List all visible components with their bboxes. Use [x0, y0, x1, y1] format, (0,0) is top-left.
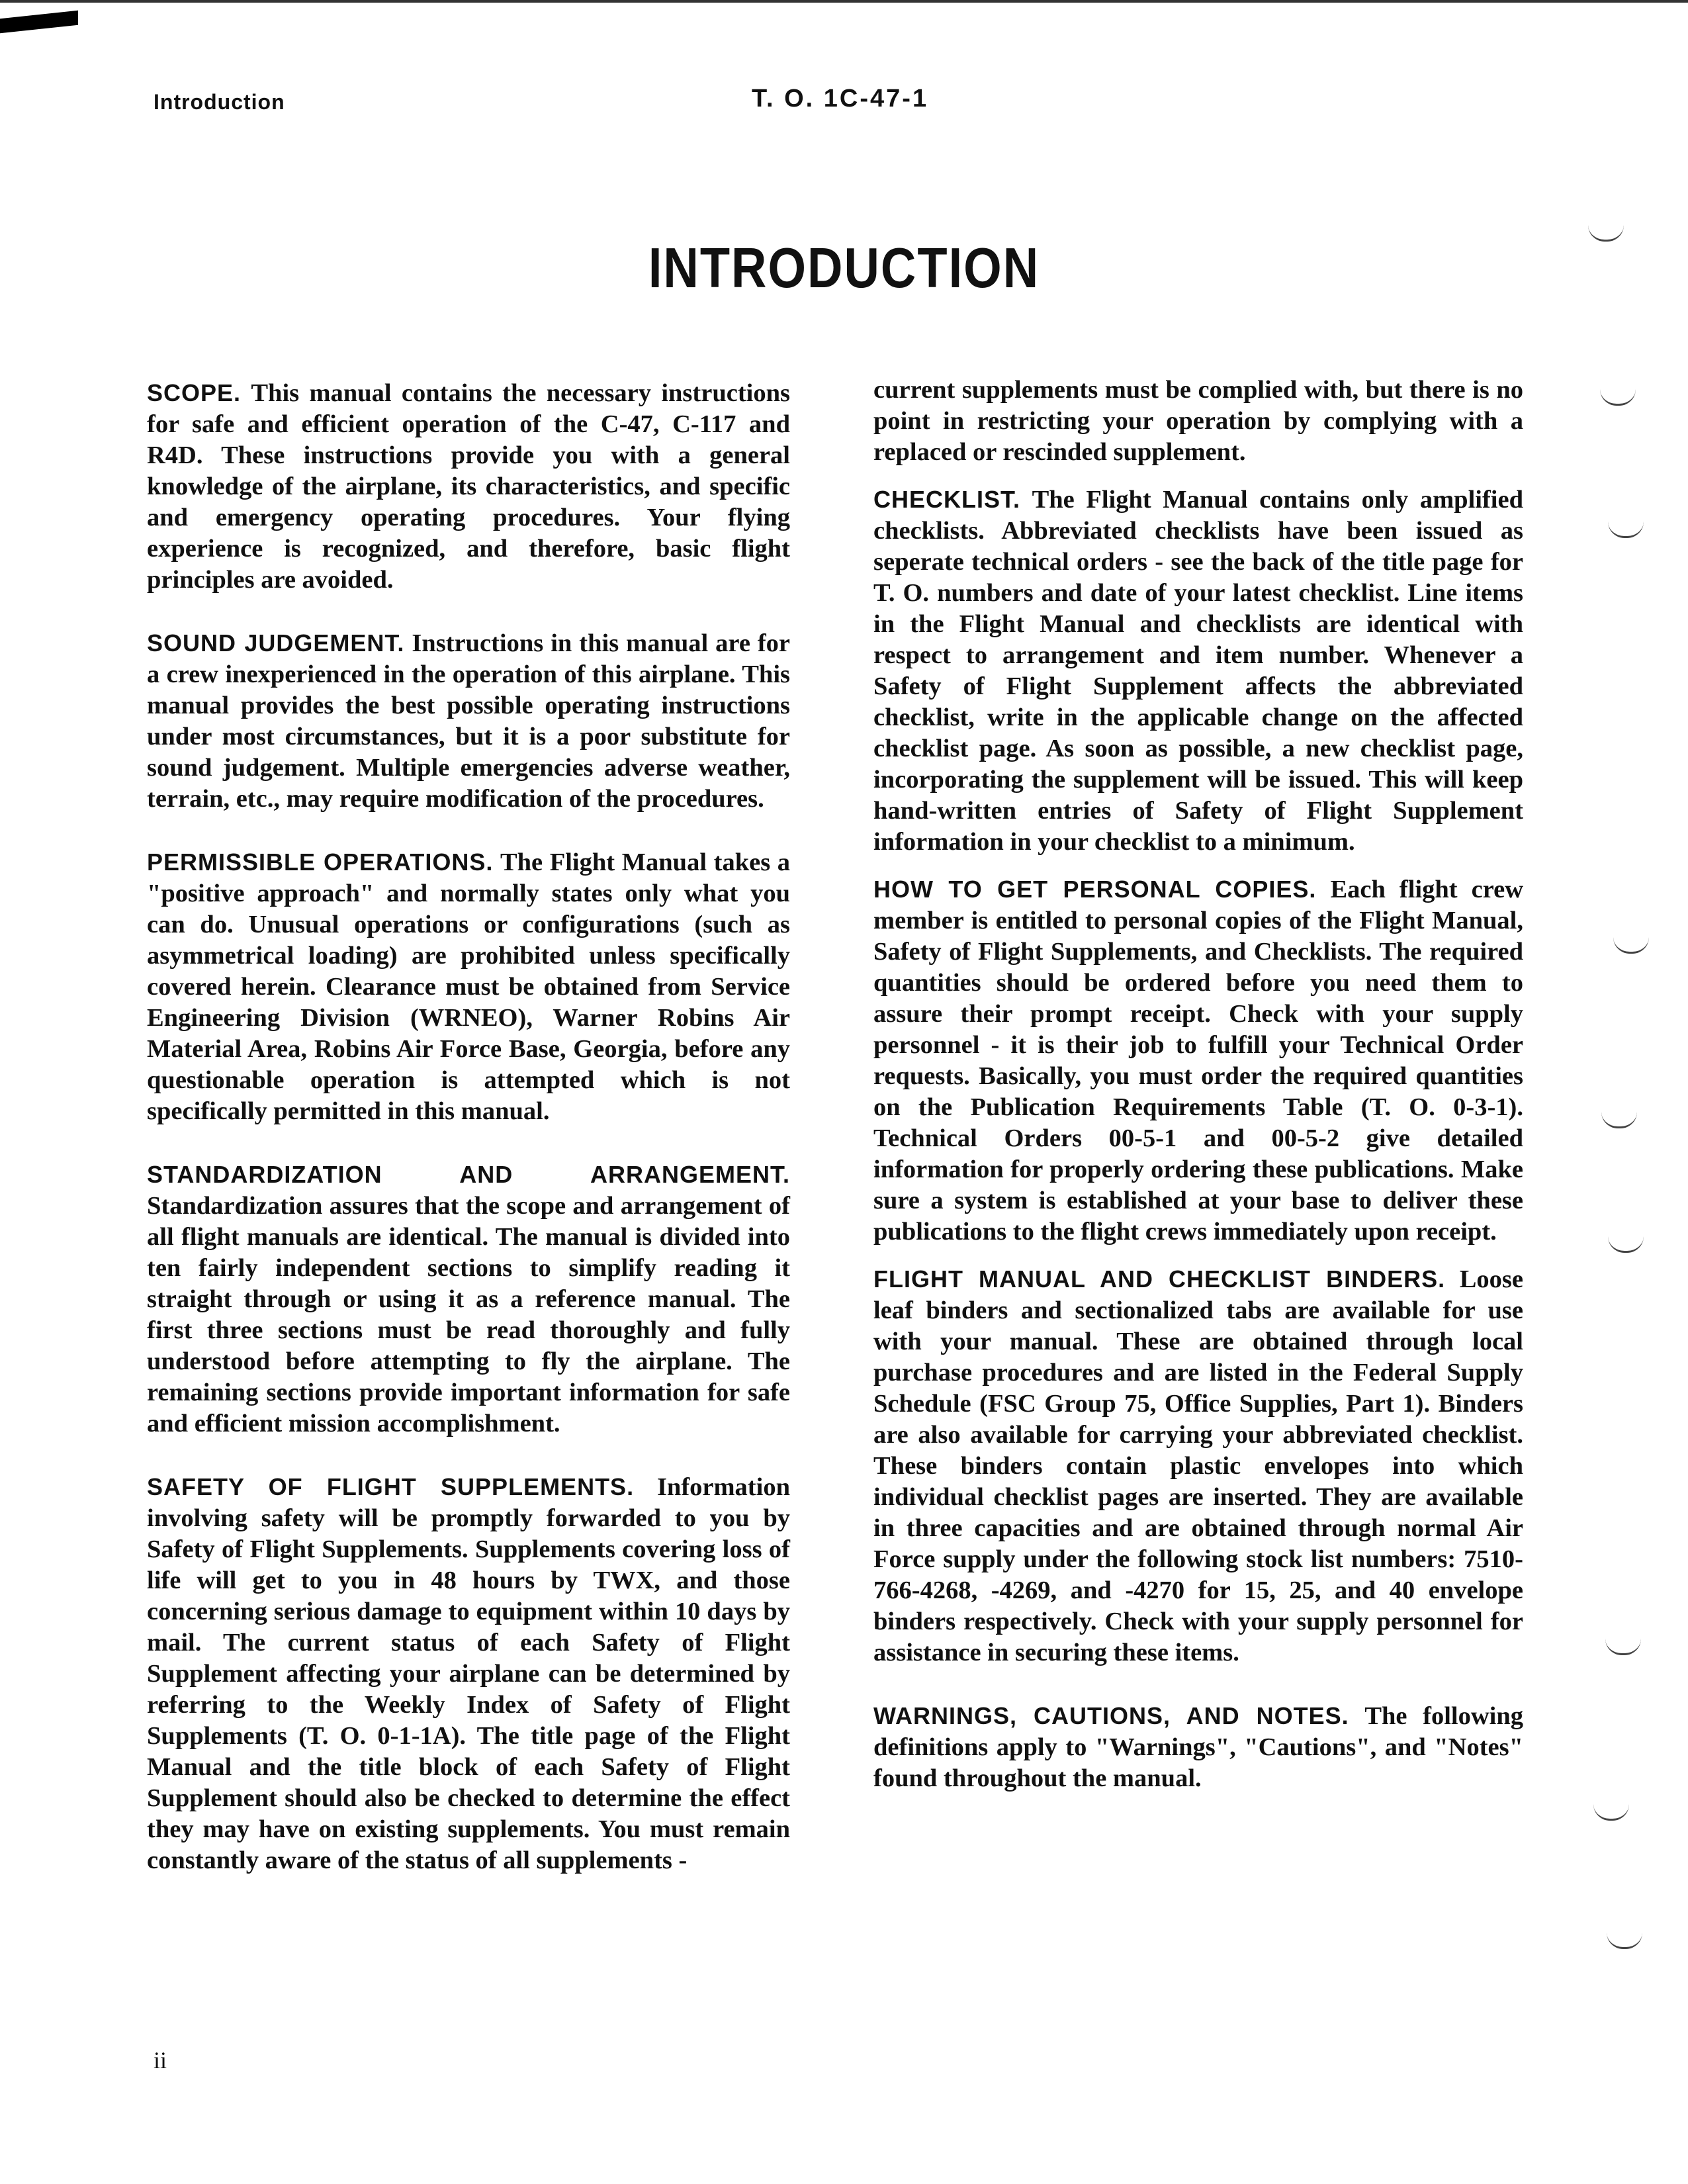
paragraph-heading: SCOPE.: [147, 379, 242, 406]
paragraph-heading: WARNINGS, CAUTIONS, AND NOTES.: [873, 1702, 1349, 1729]
left-column: [147, 377, 790, 1908]
paragraph-text: Standardization assures that the scope and arrangement of all flight manuals are identical. The manual is divided into ten fairly independent sections to simplify reading it straight through or using it as a reference manual. The first three sections must be read thoroughly and fully understood before attempting to fly the airplane. The remaining sections provide important information for safe and efficient mission accomplishment.: [147, 1192, 790, 1437]
binding-hole-mark: [1601, 1112, 1637, 1128]
paragraph-checklist: [873, 484, 1523, 858]
paragraph-standardization: [147, 1159, 790, 1439]
paragraph-warnings: [873, 1700, 1523, 1794]
paragraph-sound-judgement: [147, 627, 790, 815]
page-title: INTRODUCTION: [648, 236, 1040, 300]
right-column: [873, 375, 1523, 1826]
binding-hole-mark: [1608, 522, 1644, 538]
paragraph-personal-copies: [873, 874, 1523, 1248]
paragraph-scope: [147, 377, 790, 596]
paragraph-heading: SAFETY OF FLIGHT SUPPLEMENTS.: [147, 1473, 635, 1500]
binding-hole-mark: [1608, 1236, 1644, 1253]
paragraph-text: Loose leaf binders and sectionalized tabs are available for use with your manual. These are obtained through local purchase procedures and are listed in the Federal Supply Schedule (FSC Group 75, Office Supplies, Part 1). Binders are also available for carrying your abbreviated checklist. These binders contain plastic envelopes into which individual checklist pages are inserted. They are available in three capacities and are obtained through normal Air Force supply under the following stock list numbers: 7510-766-4268, -4269, and -4270 for 15, 25, and 40 envelope binders respectively. Check with your supply personnel for assistance in securing these items.: [873, 1265, 1523, 1666]
paragraph-heading: STANDARDIZATION AND ARRANGEMENT.: [147, 1161, 790, 1188]
paragraph-heading: PERMISSIBLE OPERATIONS.: [147, 848, 494, 876]
paragraph-text: Information involving safety will be promptly forwarded to you by Safety of Flight Supplements. Supplements covering loss of life will get to you in 48 hours by TWX, and those concerning serious damage to equipment within 10 days by mail. The current status of each Safety of Flight Supplement affecting your airplane can be determined by referring to the Weekly Index of Safety of Flight Supplements (T. O. 0-1-1A). The title page of the Flight Manual and the title block of each Safety of Flight Supplement should also be checked to determine the effect they may have on existing supplements. You must remain constantly aware of the status of all supplements -: [147, 1473, 790, 1874]
running-head-document-id: T. O. 1C-47-1: [752, 85, 929, 113]
paragraph-text: This manual contains the necessary instructions for safe and efficient operation of the C-47, C-117 and R4D. These instructions provide you with a general knowledge of the airplane, its characteristics, and specific and emergency operating procedures. Your flying experience is recognized, and therefore, basic flight principles are avoided.: [147, 379, 790, 594]
paragraph-permissible-operations: [147, 846, 790, 1127]
binding-hole-mark: [1593, 1804, 1629, 1821]
binding-hole-mark: [1600, 389, 1636, 406]
binding-hole-mark: [1607, 1933, 1642, 1949]
scan-corner-mark: [0, 11, 78, 33]
binding-hole-mark: [1613, 937, 1649, 954]
page-number: ii: [154, 2047, 167, 2073]
paragraph-text: Instructions in this manual are for a crew inexperienced in the operation of this airplane. This manual provides the best possible operating instructions under most circumstances, but it is a poor substitute for sound judgement. Multiple emergencies adverse weather, terrain, etc., may require modification of the procedures.: [147, 629, 791, 813]
scan-top-edge: [0, 0, 1688, 9]
paragraph-binders: [873, 1263, 1523, 1668]
paragraph-continued: [873, 375, 1523, 468]
running-head-section: Introduction: [154, 90, 285, 114]
paragraph-safety-of-flight: [147, 1471, 790, 1876]
paragraph-text: The Flight Manual contains only amplified checklists. Abbreviated checklists have been issued as seperate technical orders - see the back of the title page for T. O. numbers and date of your latest checklist. Line items in the Flight Manual and checklists are identical with respect to arrangement and item number. Whenever a Safety of Flight Supplement affects the abbreviated checklist, write in the applicable change on the affected checklist page. As soon as possible, a new checklist page, incorporating the supplement will be issued. This will keep hand-written entries of Safety of Flight Supplement information in your checklist to a minimum.: [873, 486, 1523, 856]
paragraph-text: current supplements must be complied with, but there is no point in restricting your operation by complying with a replaced or rescinded supplement.: [873, 376, 1523, 466]
paragraph-heading: HOW TO GET PERSONAL COPIES.: [873, 876, 1317, 903]
paragraph-heading: CHECKLIST.: [873, 486, 1021, 513]
paragraph-heading: SOUND JUDGEMENT.: [147, 629, 405, 657]
paragraph-heading: FLIGHT MANUAL AND CHECKLIST BINDERS.: [873, 1265, 1446, 1293]
paragraph-text: Each flight crew member is entitled to personal copies of the Flight Manual, Safety of Flight Supplements, and Checklists. The required quantities should be ordered before you need them to assure their prompt receipt. Check with your supply personnel - it is their job to fulfill your Technical Order requests. Basically, you must order the required quantities on the Publication Requirements Table (T. O. 0-3-1). Technical Orders 00-5-1 and 00-5-2 give detailed information for properly ordering these publications. Make sure a system is established at your base to deliver these publications to the flight crews immediately upon receipt.: [873, 876, 1524, 1246]
paragraph-text: The Flight Manual takes a "positive approach" and normally states only what you can do. Unusual operations or configurations (such as asymmetrical loading) are prohibited unless specifically covered herein. Clearance must be obtained from Service Engineering Division (WRNEO), Warner Robins Air Material Area, Robins Air Force Base, Georgia, before any questionable operation is attempted which is not specifically permitted in this manual.: [147, 848, 791, 1125]
binding-hole-mark: [1605, 1639, 1641, 1655]
paragraph-text: The following definitions apply to "Warnings", "Cautions", and "Notes" found throughout the manual.: [873, 1702, 1523, 1792]
